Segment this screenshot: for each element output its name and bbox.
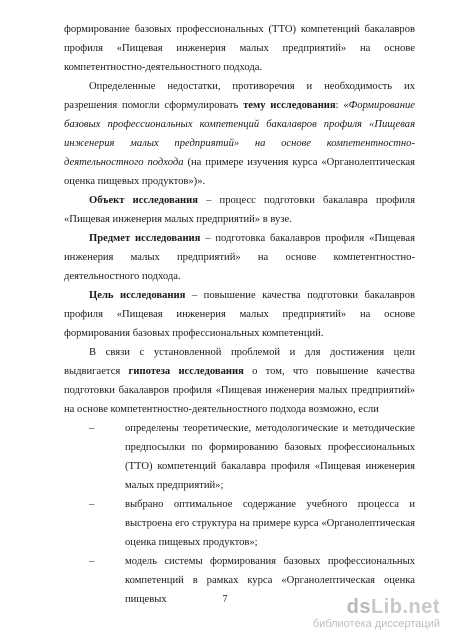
topic-punct: : « bbox=[335, 100, 349, 111]
page-number: 7 bbox=[222, 594, 228, 605]
object-text: – процесс подготовки бакалавра профиля «Пищевая инженерия малых предприятий» в вузе. bbox=[64, 195, 415, 225]
paragraph-intro: формирование базовых профессиональных (ТТО) компетенций бакалавров профиля «Пищевая инженерия малых предприятий» на основе компетентностно-деятельностного подхода. bbox=[64, 24, 415, 73]
list-item-text: определены теоретические, методологические и методические предпосылки по формированию базовых профессиональных (ТТО) компетенций бакалавра профиля «Пищевая инженерия малых предприятий»; bbox=[125, 423, 415, 491]
topic-tail-text: (на примере изучения курса «Органолептическая оценка пищевых продуктов»)». bbox=[64, 157, 416, 187]
watermark-logo[interactable] bbox=[310, 596, 440, 631]
paragraph-object bbox=[64, 191, 415, 229]
logo-ds: ds bbox=[346, 596, 371, 618]
logo-rest: Lib.net bbox=[370, 596, 440, 618]
paragraph-goal bbox=[64, 286, 415, 343]
paragraph-subject bbox=[64, 229, 415, 286]
list-item-text: выбрано оптимальное содержание учебного процесса и выстроена его структура на примере курса «Органолептическая оценка пищевых продуктов»; bbox=[125, 499, 415, 548]
hypothesis-text: о том, что повышение качества подготовки бакалавров профиля «Пищевая инженерия малых предприятий» на основе компетентностно-деятельностного подхода возможно, если bbox=[64, 366, 415, 415]
document-page bbox=[64, 20, 415, 609]
topic-lead-text: Определенные недостатки, противоречия и необходимость их разрешения помогли сформулировать bbox=[64, 81, 415, 111]
goal-text: – повышение качества подготовки бакалавров профиля «Пищевая инженерия малых предприятий» на основе формирования базовых профессиональных компетенций. bbox=[64, 290, 415, 339]
goal-heading: Цель исследования bbox=[89, 290, 186, 301]
paragraph-hypothesis bbox=[64, 343, 415, 419]
watermark-subtitle: библиотека диссертаций bbox=[312, 618, 440, 630]
topic-title-italic: Формирование базовых профессиональных компетенций бакалавров профиля «Пищевая инженерия малых предприятий» на основе компетентностно-деятельностного подхода bbox=[64, 100, 415, 168]
hypothesis-heading: гипотеза исследования bbox=[128, 366, 244, 377]
list-item bbox=[64, 419, 415, 495]
hypothesis-lead-text: В связи с установленной проблемой и для достижения цели выдвигается bbox=[64, 347, 415, 377]
list-item-text: модель системы формирования базовых профессиональных компетенций в рамках курса «Органолептическая оценка пищевых bbox=[125, 556, 415, 605]
dash-bullet: – bbox=[89, 556, 95, 567]
paragraph-research-topic bbox=[64, 77, 415, 191]
list-item bbox=[64, 495, 415, 552]
dash-bullet: – bbox=[89, 499, 95, 510]
watermark-logo-text bbox=[310, 596, 440, 618]
subject-heading: Предмет исследования bbox=[89, 233, 201, 244]
object-heading: Объект исследования bbox=[89, 195, 198, 206]
topic-heading: тему исследования bbox=[243, 100, 336, 111]
dash-bullet: – bbox=[89, 423, 95, 434]
subject-text: – подготовка бакалавров профиля «Пищевая инженерия малых предприятий» на основе компетентностно-деятельностного подхода. bbox=[64, 233, 416, 282]
